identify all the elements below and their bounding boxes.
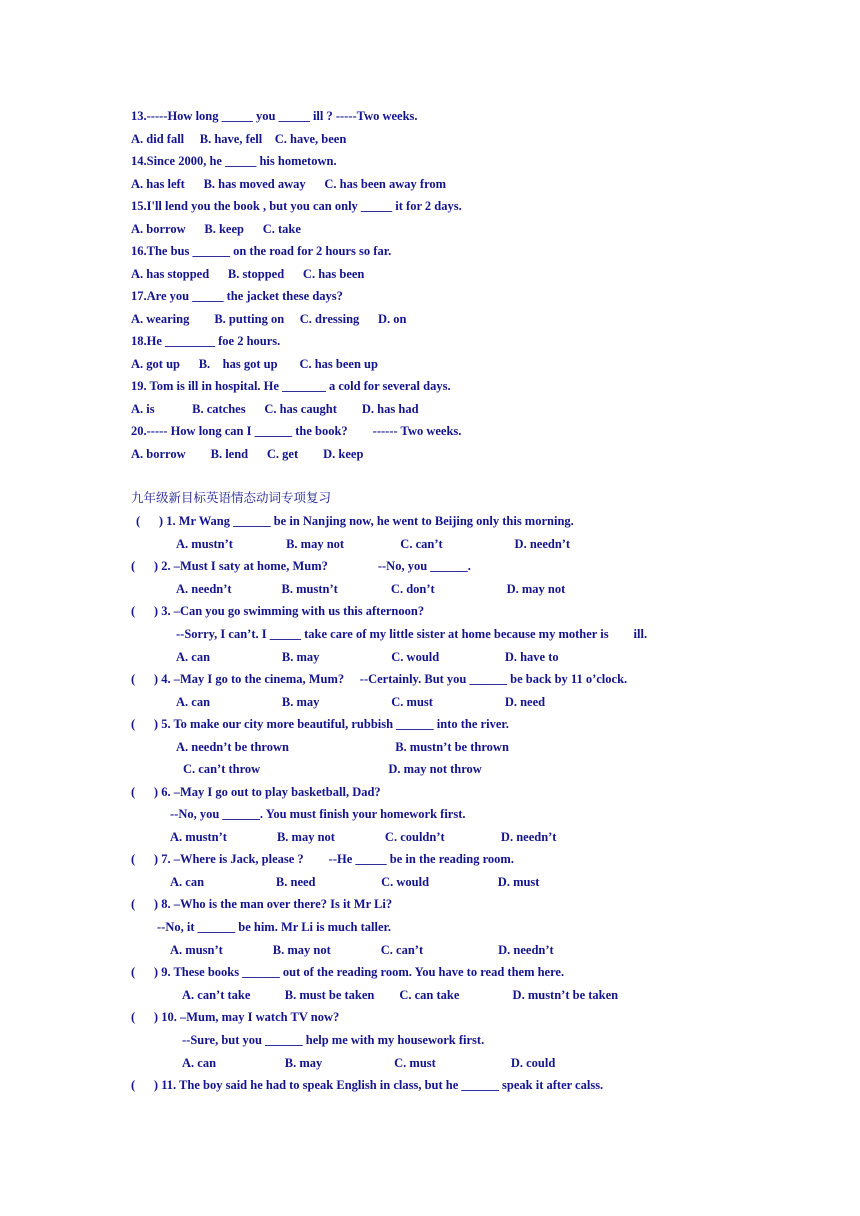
modal-question-8-reply: --No, it ______ be him. Mr Li is much taller. xyxy=(157,920,392,934)
modal-question-2-options: A. needn’t B. mustn’t C. don’t D. may not xyxy=(176,582,566,596)
modal-question-10-reply: --Sure, but you ______ help me with my housework first. xyxy=(182,1033,485,1047)
modal-question-3-options: A. can B. may C. would D. have to xyxy=(176,650,559,664)
modal-question-6-reply: --No, you ______. You must finish your homework first. xyxy=(170,807,466,821)
question-16-options: A. has stopped B. stopped C. has been xyxy=(131,267,365,281)
modal-question-4-options: A. can B. may C. must D. need xyxy=(176,695,546,709)
question-13: 13.-----How long _____ you _____ ill ? -----Two weeks. xyxy=(131,109,418,123)
section-heading: 九年级新目标英语情态动词专项复习 xyxy=(131,490,332,505)
modal-question-10: ( ) 10. –Mum, may I watch TV now? xyxy=(131,1010,340,1024)
modal-question-10-options: A. can B. may C. must D. could xyxy=(182,1056,556,1070)
question-17-options: A. wearing B. putting on C. dressing D. on xyxy=(131,312,407,326)
modal-question-9: ( ) 9. These books ______ out of the reading room. You have to read them here. xyxy=(131,965,565,979)
modal-question-8: ( ) 8. –Who is the man over there? Is it Mr Li? xyxy=(131,897,393,911)
question-17: 17.Are you _____ the jacket these days? xyxy=(131,289,343,303)
question-20-options: A. borrow B. lend C. get D. keep xyxy=(131,447,364,461)
modal-question-5-options-row1: A. needn’t be thrown B. mustn’t be thrown xyxy=(176,740,509,754)
modal-question-7: ( ) 7. –Where is Jack, please ? --He _____ be in the reading room. xyxy=(131,852,514,866)
question-13-options: A. did fall B. have, fell C. have, been xyxy=(131,132,347,146)
modal-question-6: ( ) 6. –May I go out to play basketball, Dad? xyxy=(131,785,381,799)
modal-question-11: ( ) 11. The boy said he had to speak English in class, but he ______ speak it after calss. xyxy=(131,1078,604,1092)
modal-question-5-options-row2: C. can’t throw D. may not throw xyxy=(183,762,482,776)
modal-question-2: ( ) 2. –Must I saty at home, Mum? --No, you ______. xyxy=(131,559,471,573)
modal-question-1-options: A. mustn’t B. may not C. can’t D. needn’t xyxy=(176,537,571,551)
question-18: 18.He ________ foe 2 hours. xyxy=(131,334,281,348)
modal-question-6-options: A. mustn’t B. may not C. couldn’t D. needn’t xyxy=(170,830,557,844)
question-19: 19. Tom is ill in hospital. He _______ a cold for several days. xyxy=(131,379,451,393)
modal-question-5: ( ) 5. To make our city more beautiful, rubbish ______ into the river. xyxy=(131,717,509,731)
question-15: 15.I'll lend you the book , but you can only _____ it for 2 days. xyxy=(131,199,462,213)
modal-question-3-reply: --Sorry, I can’t. I _____ take care of my little sister at home because my mother is ill. xyxy=(176,627,648,641)
modal-question-9-options: A. can’t take B. must be taken C. can take D. mustn’t be taken xyxy=(182,988,619,1002)
modal-question-3: ( ) 3. –Can you go swimming with us this afternoon? xyxy=(131,604,425,618)
modal-question-1: ( ) 1. Mr Wang ______ be in Nanjing now, he went to Beijing only this morning. xyxy=(136,514,574,528)
modal-question-7-options: A. can B. need C. would D. must xyxy=(170,875,540,889)
question-16: 16.The bus ______ on the road for 2 hours so far. xyxy=(131,244,392,258)
modal-question-8-options: A. musn’t B. may not C. can’t D. needn’t xyxy=(170,943,554,957)
question-15-options: A. borrow B. keep C. take xyxy=(131,222,301,236)
question-20: 20.----- How long can I ______ the book? ------ Two weeks. xyxy=(131,424,462,438)
question-14: 14.Since 2000, he _____ his hometown. xyxy=(131,154,337,168)
question-19-options: A. is B. catches C. has caught D. has had xyxy=(131,402,419,416)
question-14-options: A. has left B. has moved away C. has been away from xyxy=(131,177,447,191)
modal-question-4: ( ) 4. –May I go to the cinema, Mum? --Certainly. But you ______ be back by 11 o’clock. xyxy=(131,672,628,686)
question-18-options: A. got up B. has got up C. has been up xyxy=(131,357,378,371)
